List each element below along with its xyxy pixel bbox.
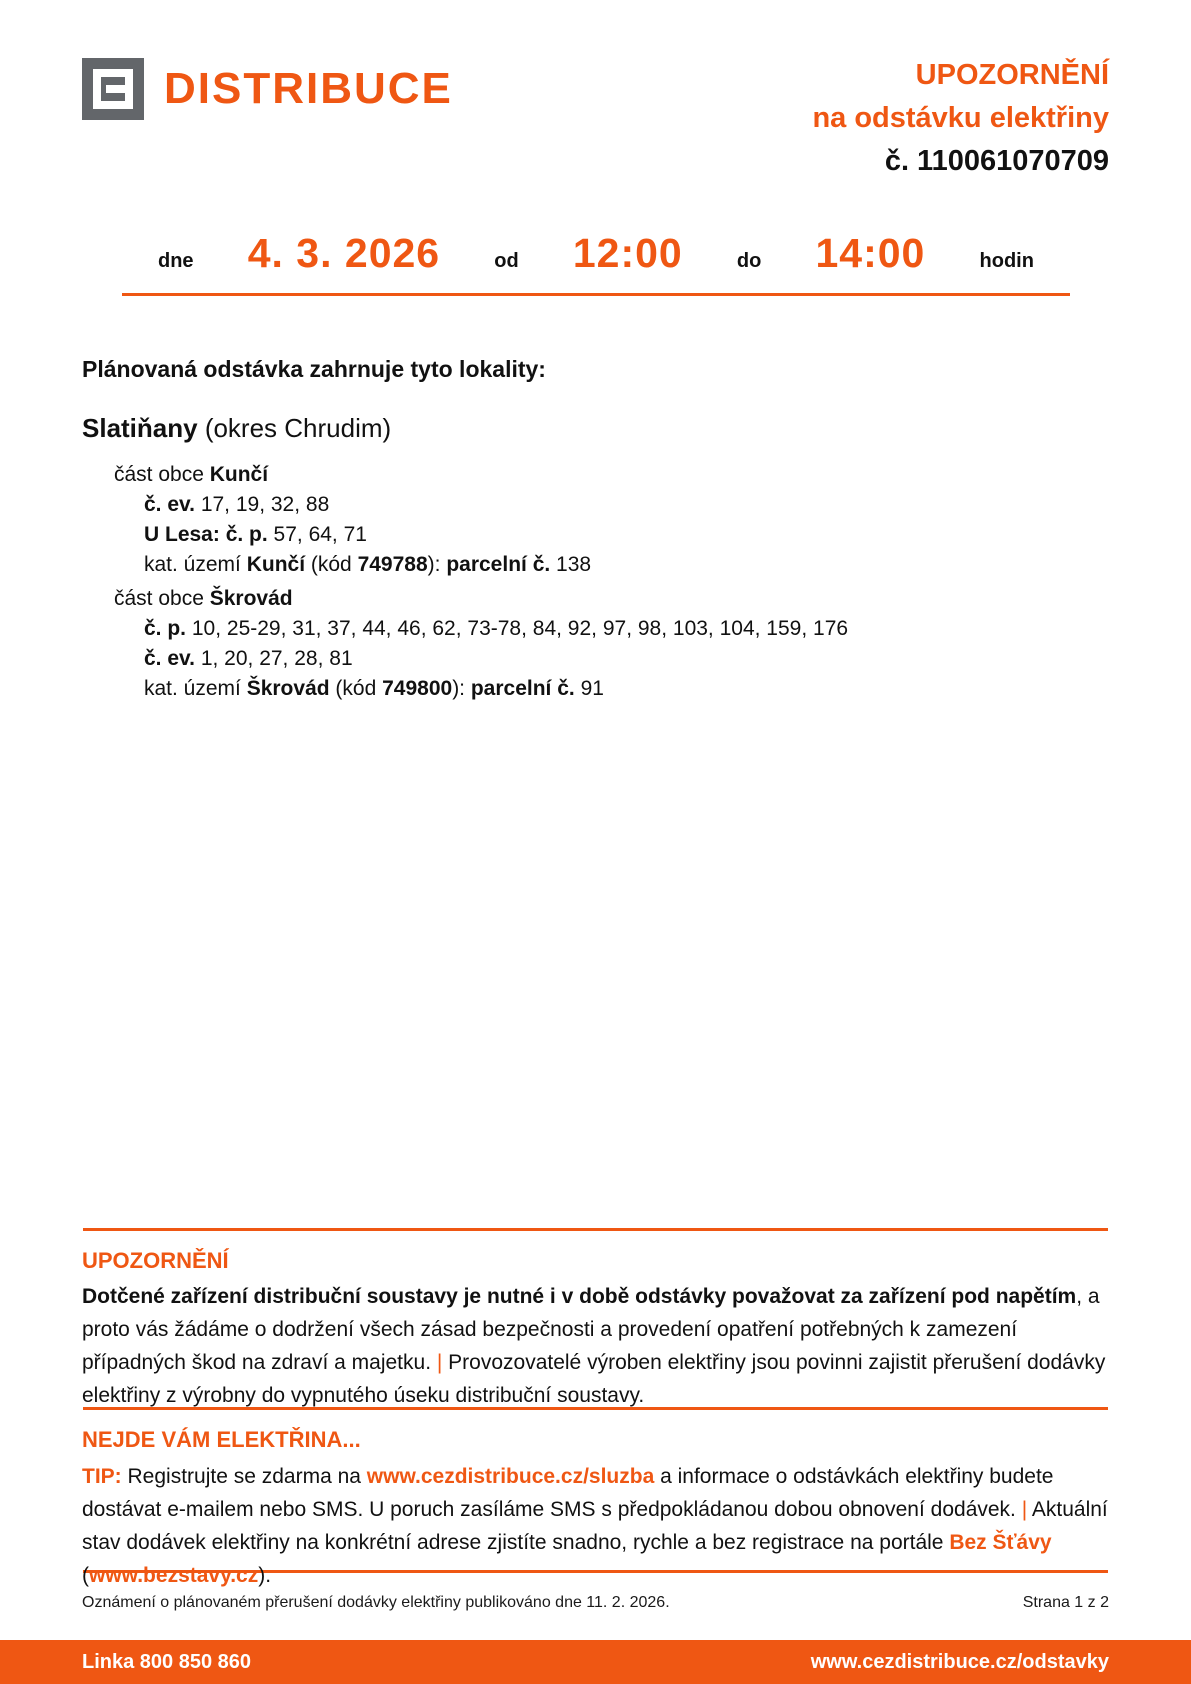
time-to-value: 14:00 — [815, 230, 926, 276]
text-run: 57, 64, 71 — [273, 523, 367, 546]
locality-line — [82, 674, 1109, 704]
text-run: 10, 25-29, 31, 37, 44, 46, 62, 73-78, 84, 92, 97, 98, 103, 104, 159, 176 — [191, 617, 849, 640]
brand-name: DISTRIBUCE — [164, 64, 453, 113]
hours-label: hodin — [979, 250, 1034, 272]
header — [82, 54, 1109, 183]
text-run: 91 — [574, 677, 604, 700]
text-run: ). — [258, 1564, 272, 1587]
text-run: 17, 19, 32, 88 — [200, 493, 330, 516]
text-run: parcelní č. — [470, 677, 575, 700]
date-label: dne — [158, 250, 194, 272]
no-power-paragraph — [82, 1460, 1109, 1592]
cez-logo-icon — [82, 58, 144, 120]
divider — [83, 1228, 1108, 1231]
text-run: (kód — [329, 677, 383, 700]
text-run: Škrovád — [209, 587, 293, 610]
text-run: 1, 20, 27, 28, 81 — [200, 647, 353, 670]
phone-line: Linka 800 850 860 — [82, 1650, 252, 1673]
time-from-value: 12:00 — [572, 230, 683, 276]
locality-lines — [82, 460, 1109, 704]
brand — [82, 58, 453, 120]
no-power-heading: NEJDE VÁM ELEKTŘINA... — [82, 1427, 361, 1452]
text-run: č. ev. — [144, 647, 201, 670]
text-run: Slatiňany — [82, 413, 198, 443]
text-run: , a proto vás žádáme o dodržení všech zásad bezpečnosti a provedení opatření potřebných k zamezení případných škod na zdraví a majetku. — [82, 1285, 1100, 1374]
text-run: Provozovatelé výroben elektřiny jsou povinni zajistit přerušení dodávky elektřiny z výrobny do vypnutého úseku distribuční soustavy. — [82, 1351, 1106, 1407]
footer-meta — [82, 1594, 1109, 1612]
text-run: 749788 — [357, 553, 428, 576]
text-run: TIP: — [82, 1465, 122, 1488]
locality-line — [82, 584, 1109, 614]
text-run: kat. území — [144, 677, 247, 700]
text-run: č. p. — [144, 617, 192, 640]
notice-number: č. 110061070709 — [884, 145, 1109, 177]
locality-line — [82, 614, 1109, 644]
bottom-bar — [0, 1640, 1191, 1684]
text-run: 138 — [550, 553, 592, 576]
locality-line — [82, 550, 1109, 580]
notice-title-block — [812, 54, 1109, 183]
publication-note: Oznámení o plánovaném přerušení dodávky elektřiny publikováno dne 11. 2. 2026. — [82, 1594, 670, 1611]
text-run: Dotčené zařízení distribuční soustavy je nutné i v době odstávky považovat za zařízení pod napětím — [82, 1285, 1077, 1308]
website-link[interactable]: www.cezdistribuce.cz/odstavky — [810, 1650, 1109, 1673]
municipality-line — [82, 413, 1109, 444]
text-run: Registrujte se zdarma na — [121, 1465, 367, 1488]
notice-title-line1: UPOZORNĚNÍ — [915, 59, 1109, 91]
text-run: ): — [427, 553, 447, 576]
locality-line — [82, 460, 1109, 490]
text-run: a informace o odstávkách elektřiny budete dostávat e-mailem nebo SMS. U poruch zasíláme SMS s předpokládanou dobou obnovení dodávek. — [82, 1465, 1054, 1521]
text-run: U Lesa: č. p. — [144, 523, 274, 546]
text-run: | — [1021, 1498, 1028, 1521]
text-run: | — [436, 1351, 443, 1374]
link-bezstavy-cz[interactable]: www.bezstavy.cz — [89, 1564, 259, 1587]
locality-line — [82, 644, 1109, 674]
cez-logo-bar — [106, 85, 133, 93]
date-value: 4. 3. 2026 — [247, 230, 441, 276]
text-run: Kunčí — [209, 463, 269, 486]
text-run: Aktuální stav dodávek elektřiny na konkrétní adrese zjistíte snadno, rychle a bez registrace na portále — [82, 1498, 1108, 1554]
text-run: 749800 — [382, 677, 453, 700]
text-run: ): — [452, 677, 471, 700]
text-run: část obce — [114, 587, 210, 610]
text-run: parcelní č. — [446, 553, 551, 576]
text-run: ( — [82, 1564, 89, 1587]
text-run: část obce — [114, 463, 210, 486]
page-indicator: Strana 1 z 2 — [1022, 1594, 1109, 1611]
link-cezdistribuce-sluzba[interactable]: www.cezdistribuce.cz/sluzba — [366, 1465, 655, 1488]
locality-line — [82, 490, 1109, 520]
localities-heading: Plánovaná odstávka zahrnuje tyto lokality: — [82, 356, 546, 382]
notice-title-line2: na odstávku elektřiny — [812, 102, 1109, 134]
warning-heading: UPOZORNĚNÍ — [82, 1248, 229, 1273]
localities-section — [82, 356, 1109, 704]
text-run: (kód — [305, 553, 358, 576]
text-run: kat. území — [144, 553, 247, 576]
text-run: Kunčí — [246, 553, 306, 576]
locality-line — [82, 520, 1109, 550]
text-run: Škrovád — [246, 677, 330, 700]
from-label: od — [494, 250, 519, 272]
outage-schedule — [122, 230, 1070, 296]
text-run: (okres Chrudim) — [197, 413, 392, 443]
link-bez-stavy: Bez Šťávy — [949, 1531, 1052, 1554]
warning-paragraph — [82, 1280, 1109, 1412]
text-run: č. ev. — [144, 493, 201, 516]
to-label: do — [736, 250, 762, 272]
